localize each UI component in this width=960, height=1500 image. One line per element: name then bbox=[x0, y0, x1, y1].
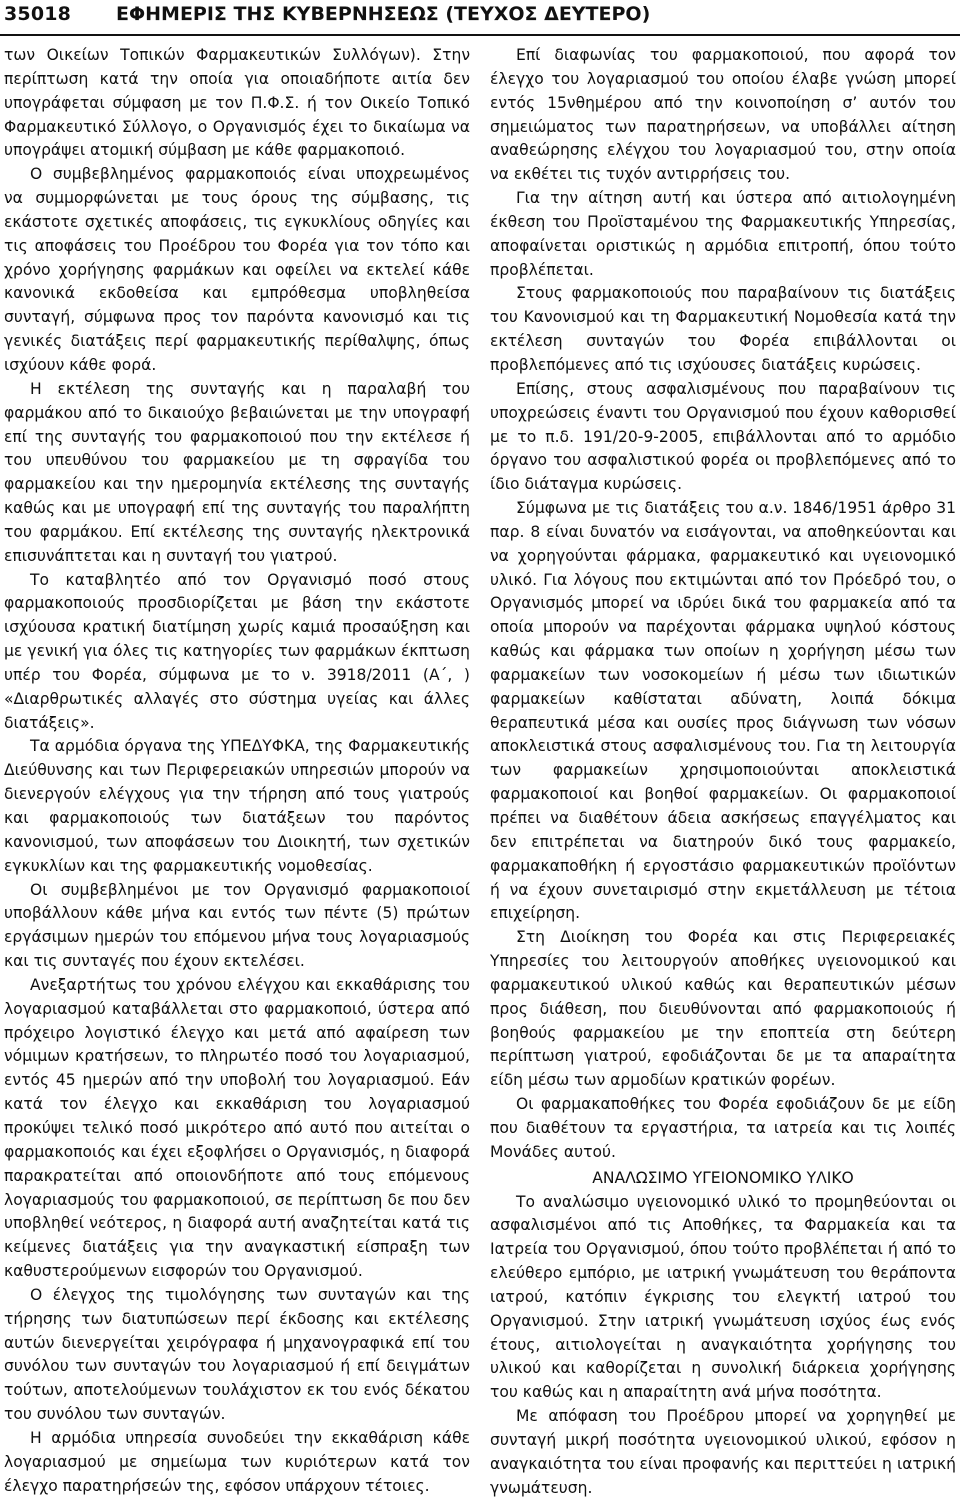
paragraph: Η αρμόδια υπηρεσία συνοδεύει την εκκαθάριση κάθε λογαριασμού με σημείωμα των κυριότερων κατά τον έλεγχο παρατηρήσεών της, εφόσον υπάρχουν τέτοιες. bbox=[4, 1428, 470, 1495]
left-column bbox=[4, 44, 470, 1498]
paragraph: των Οικείων Τοπικών Φαρμακευτικών Συλλόγων). Στην περίπτωση κατά την οποία για οποιαδήποτε αιτία δεν υπογράφεται σύμφαση με τον Π.Φ.Σ. ή τον Οικείο Τοπικό Φαρμακευτικό Σύλλογο, ο Οργανισμός έχει το δικαίωμα να υπογράψει ατομική σύμβαση με κάθε φαρμακοποιό. bbox=[4, 46, 470, 160]
paragraph: Οι συμβεβλημένοι με τον Οργανισμό φαρμακοποιοί υποβάλλουν κάθε μήνα και εντός των πέντε (5) πρώτων εργάσιμων ημερών του επόμενου μήνα τους λογαριασμούς και τις συνταγές που έχουν εκτελέσει. bbox=[4, 880, 470, 971]
running-head: ΕΦΗΜΕΡΙΣ ΤΗΣ ΚΥΒΕΡΝΗΣΕΩΣ (ΤΕΥΧΟΣ ΔΕΥΤΕΡΟ) bbox=[116, 3, 651, 25]
paragraph: Το αναλώσιμο υγειονομικό υλικό το προμηθεύονται οι ασφαλισμένοι από τις Αποθήκες, τα Φαρμακεία και τα Ιατρεία του Οργανισμού, όπου τούτο προβλέπεται ή από το ελεύθερο εμπόριο, με ιατρική γνωμάτευση του θεράποντα ιατρού, κατόπιν έγκρισης του ελεγκτή ιατρού του Οργανισμού. Στην ιατρική γνωμάτευση ισχύος έως ενός έτους, αιτιολογείται η αναγκαιότητα χορήγησης του υλικού και καθορίζεται η συνολική διάρκεια χορήγησης του καθώς και η απαραίτητη ανά μήνα ποσότητα. bbox=[490, 1192, 956, 1402]
paragraph: Για την αίτηση αυτή και ύστερα από αιτιολογημένη έκθεση του Προϊσταμένου της Φαρμακευτικής Υπηρεσίας, αποφαίνεται οριστικώς η αρμόδια επιτροπή, όπου τούτο προβλέπεται. bbox=[490, 189, 956, 279]
paragraph: Ο συμβεβλημένος φαρμακοποιός είναι υποχρεωμένος να συμμορφώνεται με τους όρους της σύμβασης, τις εκάστοτε σχετικές αποφάσεις, τις εγκυκλίους οδηγίες και τις αποφάσεις του Προέδρου του Φορέα για τον τόπο και χρόνο χορήγησης φαρμάκων και οφείλει να εκτελεί κάθε κανονικά εκδοθείσα και εμπρόθεσμα υποβληθείσα συνταγή, σύμφωνα προς τον παρόντα κανονισμό και τις γενικές διατάξεις περί φαρμακευτικής περίθαλψης, όπως ισχύουν κάθε φορά. bbox=[4, 165, 470, 374]
paragraph: Στους φαρμακοποιούς που παραβαίνουν τις διατάξεις του Κανονισμού και τη Φαρμακευτική Νομοθεσία κατά την εκτέλεση συνταγών του Φορέα επιβάλλονται οι προβλεπόμενες από τις ισχύουσες διατάξεις κυρώσεις. bbox=[490, 284, 956, 374]
page-header bbox=[0, 0, 960, 34]
paragraph: Το καταβλητέο από τον Οργανισμό ποσό στους φαρμακοποιούς προσδιορίζεται με βάση την εκάστοτε ισχύουσα κρατική διατίμηση χωρίς καμιά προσαύξηση και με γενική για όλες τις κατηγορίες των φαρμάκων έκπτωση υπέρ του Φορέα, σύμφωνα με το ν. 3918/2011 (Α΄, ) «Διαρθρωτικές αλλαγές στο σύστημα υγείας και άλλες διατάξεις». bbox=[4, 570, 470, 732]
paragraph: Η εκτέλεση της συνταγής και η παραλαβή του φαρμάκου από το δικαιούχο βεβαιώνεται με την υπογραφή επί της συνταγής του φαρμακοποιού που την εκτέλεσε ή του υπευθύνου του φαρμακείου με τη σφραγίδα του φαρμακείου και την ημερομηνία εκτέλεσης της συνταγής καθώς και με υπογραφή επί της συνταγής του παραλήπτη του φαρμάκου. Επί εκτέλεσης της συνταγής ηλεκτρονικά επισυνάπτεται και η συνταγή του γιατρού. bbox=[4, 379, 470, 565]
paragraph: Σύμφωνα με τις διατάξεις του α.ν. 1846/1951 άρθρο 31 παρ. 8 είναι δυνατόν να εισάγονται, να αποθηκεύονται και να χορηγούνται φάρμακα, φαρμακευτικό και υγειονομικό υλικό. Για λόγους που εκτιμώνται από τον Πρόεδρό του, ο Οργανισμός μπορεί να ιδρύει δικά του φαρμακεία από τα οποία μπορούν να παρέχονται φάρμακα υψηλού κόστους καθώς και φάρμακα των οποίων η χορήγηση μέσω των φαρμακείων των νοσοκομείων ή μέσω των ιδιωτικών φαρμακείων καθίσταται αδύνατη, λοιπά δόκιμα θεραπευτικά μέσα και ουσίες προς διάγνωση των νόσων αποκλειστικά στους ασφαλισμένους του. Για τη λειτουργία των φαρμακείων χρησιμοποιούνται αποκλειστικά φαρμακοποιοί και βοηθοί φαρμακείων. Οι φαρμακοποιοί πρέπει να διαθέτουν άδεια ασκήσεως επαγγέλματος και δεν επιτρέπεται να διατηρούν δικό τους φαρμακείο, φαρμακαποθήκη ή εργοστάσιο φαρμακευτικών προϊόντων ή να έχουν συνεταιρισμό στην εκμετάλλευση με τέτοια επιχείρηση. bbox=[490, 499, 956, 923]
paragraph: Οι φαρμακαποθήκες του Φορέα εφοδιάζουν δε με είδη που διαθέτουν τα εργαστήρια, τα ιατρεία και τις λοιπές Μονάδες αυτού. bbox=[490, 1095, 956, 1161]
paragraph: Ο έλεγχος της τιμολόγησης των συνταγών και της τήρησης των διατυπώσεων περί έκδοσης και εκτέλεσης αυτών διενεργείται χειρόγραφα ή μηχανογραφικά επί του συνόλου των συνταγών του λογαριασμού ή επί δειγμάτων τούτων, αποτελούμενων τουλάχιστον εκ του ενός δέκατου του συνόλου των συνταγών. bbox=[4, 1285, 470, 1424]
page-number: 35018 bbox=[4, 3, 72, 25]
paragraph: Στη Διοίκηση του Φορέα και στις Περιφερειακές Υπηρεσίες του λειτουργούν αποθήκες υγειονομικού και φαρμακευτικού υλικού καθώς και θεραπευτικών μέσων προς διάθεση, που διευθύνονται από φαρμακοποιούς ή βοηθούς φαρμακείου με την εποπτεία στη δεύτερη περίπτωση γιατρού, εφοδιάζονται δε με τα απαραίτητα είδη μέσω των αρμοδίων κρατικών φορέων. bbox=[490, 928, 956, 1090]
paragraph: Επίσης, στους ασφαλισμένους που παραβαίνουν τις υποχρεώσεις έναντι του Οργανισμού που έχουν καθορισθεί με το π.δ. 191/20-9-2005, επιβάλλονται από το αρμόδιο όργανο του ασφαλιστικού φορέα οι προβλεπόμενες από το ίδιο διάταγμα κυρώσεις. bbox=[490, 379, 956, 494]
section-heading: ΑΝΑΛΩΣΙΜΟ ΥΓΕΙΟΝΟΜΙΚΟ ΥΛΙΚΟ bbox=[592, 1168, 854, 1187]
paragraph: Τα αρμόδια όργανα της ΥΠΕΔΥΦΚΑ, της Φαρμακευτικής Διεύθυνσης και των Περιφερειακών υπηρεσιών μπορούν να διενεργούν ελέγχους για την τήρηση από τους γιατρούς και φαρμακοποιούς των διατάξεων του παρόντος κανονισμού, των αποφάσεων του Διοικητή, των σχετικών εγκυκλίων και της φαρμακευτικής νομοθεσίας. bbox=[4, 737, 470, 875]
header-rule bbox=[0, 34, 960, 36]
paragraph: Με απόφαση του Προέδρου μπορεί να χορηγηθεί με συνταγή μικρή ποσότητα υγειονομικού υλικού, εφόσον η αναγκαιότητα του είναι προφανής και περιττεύει η ιατρική γνωμάτευση. bbox=[490, 1407, 956, 1497]
right-column bbox=[490, 44, 956, 1500]
paragraph: Ανεξαρτήτως του χρόνου ελέγχου και εκκαθάρισης του λογαριασμού καταβάλλεται στο φαρμακοποιό, ύστερα από πρόχειρο λογιστικό έλεγχο και μετά από αφαίρεση των νόμιμων κρατήσεων, το πληρωτέο ποσό του λογαριασμού, εντός 45 ημερών από την υποβολή του λογαριασμού. Εάν κατά τον έλεγχο και εκκαθάριση του λογαριασμού προκύψει τελικό ποσό μικρότερο από αυτό που αιτείται ο φαρμακοποιός και έχει εξοφλήσει ο Οργανισμός, η διαφορά παρακρατείται από οποιονδήποτε από τους επόμενους λογαριασμούς του φαρμακοποιού, σε περίπτωση δε που δεν υποβληθεί νεότερος, η διαφορά αυτή αναζητείται κατά τις κείμενες διατάξεις για την αναγκαστική είσπραξη των καθυστερούμενων εισφορών του Οργανισμού. bbox=[4, 975, 470, 1281]
paragraph: Επί διαφωνίας του φαρμακοποιού, που αφορά τον έλεγχο του λογαριασμού του οποίου έλαβε γνώση μπορεί εντός 15νθημέρου από την κοινοποίηση σ’ αυτόν του σημειώματος των παρατηρήσεων, να υποβάλλει αίτηση αναθεώρησης ελέγχου του λογαριασμού του, στην οποία να εκθέτει τις τυχόν αντιρρήσεις του. bbox=[490, 46, 956, 184]
